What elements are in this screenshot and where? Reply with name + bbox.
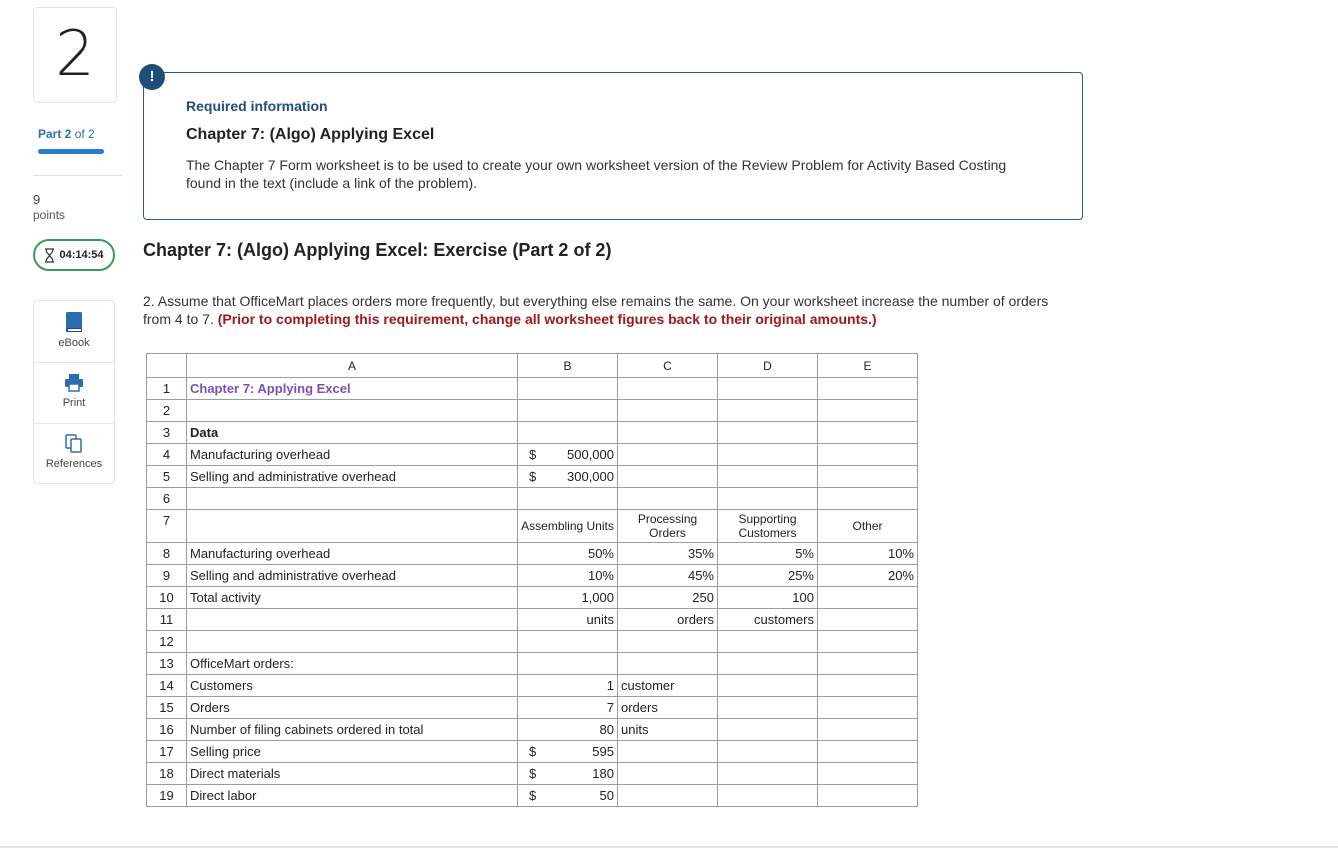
cell[interactable] — [618, 422, 718, 444]
cell[interactable] — [718, 675, 818, 697]
sidebar-divider — [33, 175, 123, 176]
cell[interactable] — [718, 444, 818, 466]
cell-value[interactable] — [518, 741, 618, 763]
cell[interactable] — [518, 631, 618, 653]
cell-value[interactable] — [518, 444, 618, 466]
row-number: 2 — [147, 400, 187, 422]
worksheet-table — [146, 353, 918, 807]
cell[interactable] — [518, 378, 618, 400]
cell-unit[interactable]: customer — [618, 675, 718, 697]
cell-value[interactable]: 7 — [518, 697, 618, 719]
cell-value[interactable]: customers — [718, 609, 818, 631]
table-row — [147, 488, 918, 510]
row-number: 7 — [147, 510, 187, 543]
cell-value[interactable]: 1 — [518, 675, 618, 697]
cell[interactable] — [818, 444, 918, 466]
cell[interactable] — [618, 378, 718, 400]
cell[interactable] — [818, 785, 918, 807]
cell-label[interactable]: Customers — [187, 675, 518, 697]
print-label: Print — [62, 397, 86, 409]
cell[interactable] — [718, 466, 818, 488]
currency-symbol: $ — [529, 447, 537, 462]
cell-label[interactable]: Direct materials — [187, 763, 518, 785]
column-header-b: B — [518, 354, 618, 378]
cell-value[interactable]: 1,000 — [518, 587, 618, 609]
cell-label[interactable]: Data — [187, 422, 518, 444]
required-info-box — [143, 72, 1083, 220]
row-number: 6 — [147, 488, 187, 510]
page-title: Chapter 7: (Algo) Applying Excel: Exercise (Part 2 of 2) — [143, 240, 612, 260]
cell[interactable] — [718, 378, 818, 400]
cell[interactable] — [618, 763, 718, 785]
row-number: 17 — [147, 741, 187, 763]
table-row — [147, 444, 918, 466]
cell-value[interactable]: 250 — [618, 587, 718, 609]
row-number: 14 — [147, 675, 187, 697]
tool-divider — [34, 423, 114, 424]
cell[interactable] — [518, 653, 618, 675]
cell-value[interactable]: 20% — [818, 565, 918, 587]
cell[interactable] — [818, 741, 918, 763]
cell-number: 300,000 — [567, 469, 614, 484]
question-body: 2. Assume that OfficeMart places orders more frequently, but everything else remains the same. On your worksheet increase the number of orders from 4 to 7. — [143, 293, 1049, 327]
cell[interactable] — [718, 631, 818, 653]
cell[interactable] — [818, 719, 918, 741]
activity-header-cell[interactable]: Supporting Customers — [718, 510, 818, 543]
cell[interactable] — [518, 400, 618, 422]
cell-unit[interactable]: orders — [618, 697, 718, 719]
timer-value: 04:14:54 — [59, 249, 104, 261]
info-text: The Chapter 7 Form worksheet is to be used to create your own worksheet version of the Review Problem for Activity Based Costing found in the text (include a link of the problem). — [186, 157, 1007, 191]
cell-value[interactable] — [518, 466, 618, 488]
cell[interactable] — [818, 488, 918, 510]
sheet-title-cell[interactable]: Chapter 7: Applying Excel — [187, 378, 518, 400]
cell[interactable] — [187, 400, 518, 422]
part-progress-bar — [38, 149, 104, 154]
row-number: 3 — [147, 422, 187, 444]
cell[interactable] — [618, 785, 718, 807]
cell-value[interactable]: 100 — [718, 587, 818, 609]
part-label: Part 2 — [38, 127, 72, 141]
cell[interactable] — [718, 653, 818, 675]
cell-label[interactable]: Orders — [187, 697, 518, 719]
cell-value[interactable]: 45% — [618, 565, 718, 587]
row-number: 12 — [147, 631, 187, 653]
cell-number: 50 — [599, 788, 614, 803]
table-row — [147, 609, 918, 631]
row-number: 9 — [147, 565, 187, 587]
cell[interactable] — [818, 400, 918, 422]
ebook-label: eBook — [58, 337, 90, 349]
hourglass-icon — [44, 248, 55, 263]
cell[interactable] — [618, 444, 718, 466]
table-row — [147, 422, 918, 444]
cell[interactable] — [618, 653, 718, 675]
cell-value[interactable]: 25% — [718, 565, 818, 587]
cell[interactable] — [518, 488, 618, 510]
row-number: 4 — [147, 444, 187, 466]
cell[interactable] — [618, 400, 718, 422]
column-header-c: C — [618, 354, 718, 378]
cell[interactable] — [618, 466, 718, 488]
cell-number: 500,000 — [567, 447, 614, 462]
cell[interactable] — [618, 631, 718, 653]
cell-label[interactable]: Selling and administrative overhead — [187, 565, 518, 587]
table-row — [147, 653, 918, 675]
row-number: 19 — [147, 785, 187, 807]
cell[interactable] — [818, 697, 918, 719]
cell[interactable] — [818, 378, 918, 400]
question-number: 2 — [33, 7, 117, 103]
points-value: 9 — [33, 192, 41, 207]
cell-number: 180 — [592, 766, 614, 781]
tool-divider — [34, 362, 114, 363]
cell-label[interactable]: Direct labor — [187, 785, 518, 807]
alert-icon: ! — [139, 64, 165, 90]
table-row — [147, 565, 918, 587]
cell[interactable] — [818, 675, 918, 697]
table-row — [147, 510, 918, 543]
table-row — [147, 785, 918, 807]
row-number: 8 — [147, 543, 187, 565]
row-number: 11 — [147, 609, 187, 631]
book-icon — [65, 311, 83, 333]
row-number: 13 — [147, 653, 187, 675]
cell[interactable] — [818, 587, 918, 609]
table-row — [147, 675, 918, 697]
tools-panel — [33, 300, 115, 484]
cell[interactable] — [718, 422, 818, 444]
row-number: 1 — [147, 378, 187, 400]
cell-value[interactable]: orders — [618, 609, 718, 631]
cell-value[interactable] — [518, 785, 618, 807]
cell[interactable] — [718, 785, 818, 807]
cell[interactable] — [618, 741, 718, 763]
cell-label[interactable]: Manufacturing overhead — [187, 543, 518, 565]
cell-label[interactable]: Selling price — [187, 741, 518, 763]
cell-value[interactable]: 10% — [518, 565, 618, 587]
cell[interactable] — [818, 466, 918, 488]
cell[interactable] — [187, 631, 518, 653]
question-emphasis: (Prior to completing this requirement, change all worksheet figures back to their original amounts.) — [217, 311, 877, 327]
cell-number: 595 — [592, 744, 614, 759]
table-row — [147, 697, 918, 719]
table-row — [147, 378, 918, 400]
table-row — [147, 587, 918, 609]
references-label: References — [45, 458, 103, 470]
table-row — [147, 763, 918, 785]
currency-symbol: $ — [529, 788, 537, 803]
info-title: Chapter 7: (Algo) Applying Excel — [186, 126, 435, 143]
cell[interactable] — [818, 631, 918, 653]
cell[interactable] — [187, 510, 518, 543]
required-info-heading: Required information — [186, 98, 328, 114]
row-number: 16 — [147, 719, 187, 741]
cell[interactable] — [818, 763, 918, 785]
table-row — [147, 719, 918, 741]
cell-value[interactable]: 80 — [518, 719, 618, 741]
cell[interactable] — [718, 763, 818, 785]
table-row — [147, 466, 918, 488]
cell-label[interactable]: Number of filing cabinets ordered in total — [187, 719, 518, 741]
cell[interactable] — [618, 488, 718, 510]
corner-cell — [147, 354, 187, 378]
references-button[interactable] — [34, 434, 114, 494]
cell[interactable] — [718, 697, 818, 719]
cell-value[interactable]: 10% — [818, 543, 918, 565]
cell[interactable] — [718, 719, 818, 741]
cell[interactable] — [187, 609, 518, 631]
cell-label[interactable]: Manufacturing overhead — [187, 444, 518, 466]
cell-value[interactable]: 5% — [718, 543, 818, 565]
part-of: of 2 — [74, 127, 95, 141]
currency-symbol: $ — [529, 469, 537, 484]
column-header-d: D — [718, 354, 818, 378]
row-number: 15 — [147, 697, 187, 719]
table-row — [147, 631, 918, 653]
print-button[interactable] — [34, 373, 114, 433]
cell-value[interactable]: units — [518, 609, 618, 631]
activity-header-cell[interactable]: Processing Orders — [618, 510, 718, 543]
question-text — [143, 292, 1073, 328]
column-header-e: E — [818, 354, 918, 378]
cell-value[interactable]: 50% — [518, 543, 618, 565]
cell[interactable] — [718, 400, 818, 422]
part-indicator — [38, 127, 95, 141]
cell[interactable] — [718, 741, 818, 763]
references-icon — [65, 434, 83, 454]
timer[interactable] — [33, 239, 115, 271]
cell-value[interactable]: 35% — [618, 543, 718, 565]
cell[interactable] — [187, 488, 518, 510]
points-label: points — [33, 208, 66, 222]
cell[interactable] — [818, 422, 918, 444]
cell-value[interactable] — [518, 763, 618, 785]
currency-symbol: $ — [529, 766, 537, 781]
printer-icon — [64, 373, 84, 393]
activity-header-cell[interactable]: Assembling Units — [518, 510, 618, 543]
activity-header-cell[interactable]: Other — [818, 510, 918, 543]
cell[interactable] — [818, 653, 918, 675]
row-number: 5 — [147, 466, 187, 488]
table-row — [147, 543, 918, 565]
cell[interactable] — [718, 488, 818, 510]
currency-symbol: $ — [529, 744, 537, 759]
row-number: 10 — [147, 587, 187, 609]
cell[interactable] — [518, 422, 618, 444]
cell-unit[interactable]: units — [618, 719, 718, 741]
table-row — [147, 741, 918, 763]
row-number: 18 — [147, 763, 187, 785]
cell[interactable] — [818, 609, 918, 631]
table-row — [147, 400, 918, 422]
column-header-a: A — [187, 354, 518, 378]
cell-label[interactable]: Total activity — [187, 587, 518, 609]
cell-label[interactable]: Selling and administrative overhead — [187, 466, 518, 488]
cell-label[interactable]: OfficeMart orders: — [187, 653, 518, 675]
column-header-row — [147, 354, 918, 378]
